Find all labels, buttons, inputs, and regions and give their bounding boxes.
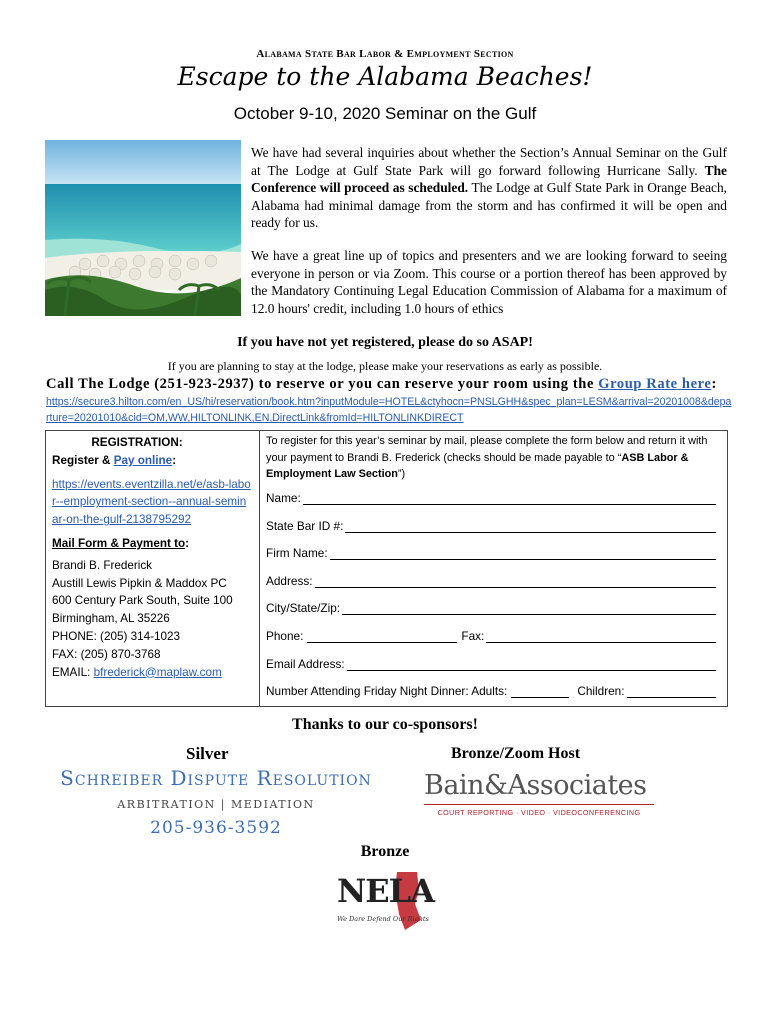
mail-email-link[interactable]: bfrederick@maplaw.com	[93, 665, 222, 679]
bronze-label: Bronze	[360, 843, 410, 860]
mail-email-label: EMAIL:	[52, 665, 91, 679]
register-line	[52, 452, 252, 470]
bronze-zoom-label: Bronze/Zoom Host	[451, 745, 581, 762]
register-label: Register &	[52, 453, 111, 467]
email-label: Email Address:	[266, 657, 345, 671]
phone-line[interactable]	[307, 630, 457, 643]
mail-fax: FAX: (205) 870-3768	[52, 647, 161, 661]
form-intro-end: ”)	[397, 468, 406, 480]
mail-colon: :	[185, 536, 190, 550]
bain-rule	[424, 804, 654, 805]
mail-email-line	[52, 664, 252, 682]
mail-firm: Austill Lewis Pipkin & Maddox PC	[52, 576, 227, 590]
eventzilla-link[interactable]: https://events.eventzilla.net/e/asb-labor--employment-section--annual-seminar-on-the-gulf-2138795292	[52, 477, 251, 527]
schreiber-logo: Schreiber Dispute Resolution	[60, 766, 372, 790]
mail-form-intro	[266, 433, 721, 483]
address-label: Address:	[266, 574, 313, 588]
name-label: Name:	[266, 491, 301, 505]
email-field[interactable]	[266, 657, 716, 671]
intro-paragraph-1	[251, 144, 727, 232]
city-state-zip-field[interactable]	[266, 601, 716, 615]
intro-text-1b: The Lodge at Gulf State Park in Orange Beach, Alabama had minimal damage from the storm and has confirmed it will be open and ready for us.	[251, 180, 728, 231]
intro-paragraph-2: We have a great line up of topics and presenters and we are looking forward to seeing everyone in person or via Zoom. This course or a portion thereof has been approved by the Mandatory Continuing Legal Education Commission of Alabama for a maximum of 12.0 hours' credit, including 1.0 hours of ethics	[251, 248, 727, 316]
address-field[interactable]	[266, 574, 716, 588]
city-state-zip-label: City/State/Zip:	[266, 601, 341, 615]
section-heading: Alabama State Bar Labor & Employment Section	[256, 48, 514, 60]
schreiber-tagline: ARBITRATION | MEDIATION	[117, 798, 315, 811]
registration-heading: REGISTRATION:	[91, 436, 183, 449]
registration-info	[52, 434, 252, 681]
registration-divider	[259, 430, 260, 706]
call-lodge-text: Call The Lodge (251-923-2937) to reserve or you can reserve your room using the	[46, 376, 595, 392]
fax-line[interactable]	[486, 630, 716, 643]
bain-name: Bain&Associates	[424, 770, 647, 801]
reservation-notice: If you are planning to stay at the lodge, please make your reservations as early as possible.	[167, 359, 603, 373]
email-line[interactable]	[347, 658, 716, 671]
register-colon: :	[172, 453, 177, 467]
adults-line[interactable]	[511, 685, 569, 698]
mail-phone: PHONE: (205) 314-1023	[52, 629, 180, 643]
hilton-reservation-link[interactable]: https://secure3.hilton.com/en_US/hi/reservation/book.htm?inputModule=HOTEL&ctyhocn=PNSLGHH&spec_plan=LESM&arrival=20201008&departure=20201010&cid=OM,WW,HILTONLINK,EN,DirectLink&fromId=HILTONLINKDIRECT	[46, 396, 732, 424]
mail-heading	[52, 535, 252, 553]
bain-tagline: COURT REPORTING · VIDEO · VIDEOCONFERENCING	[437, 808, 641, 817]
silver-label: Silver	[186, 744, 229, 763]
call-colon: :	[711, 376, 717, 392]
mail-street: 600 Century Park South, Suite 100	[52, 594, 233, 608]
intro-text-1a: We have had several inquiries about whether the Section’s Annual Seminar on the Gulf at The Lodge at Gulf State Park will go forward following Hurricane Sally.	[251, 145, 727, 178]
form-payee: ASB Labor & Employment Law Section	[266, 451, 689, 480]
nela-tagline: We Dare Defend Our Rights	[337, 915, 429, 923]
children-label: Children:	[577, 684, 625, 698]
firm-name-line[interactable]	[330, 547, 716, 560]
bar-id-line[interactable]	[345, 520, 716, 533]
beach-photo	[45, 140, 241, 316]
phone-fax-field[interactable]	[266, 629, 716, 643]
phone-label: Phone:	[266, 629, 304, 643]
mail-label: Mail Form & Payment to	[52, 536, 186, 550]
call-lodge-notice	[46, 376, 717, 393]
children-line[interactable]	[627, 685, 716, 698]
nela-name: NELA	[337, 872, 434, 910]
name-line[interactable]	[303, 492, 716, 505]
firm-name-label: Firm Name:	[266, 546, 328, 560]
intro-bold-notice: The Conference will proceed as scheduled.	[251, 162, 727, 196]
address-line[interactable]	[315, 575, 716, 588]
fax-label: Fax:	[461, 629, 485, 643]
mail-name: Brandi B. Frederick	[52, 558, 153, 572]
schreiber-phone: 205-936-3592	[150, 818, 282, 838]
page-subtitle: October 9-10, 2020 Seminar on the Gulf	[233, 104, 537, 123]
nela-logo	[335, 870, 433, 934]
mail-city: Birmingham, AL 35226	[52, 612, 170, 626]
sponsors-heading: Thanks to our co-sponsors!	[292, 716, 478, 733]
bar-id-field[interactable]	[266, 519, 716, 533]
page-title: Escape to the Alabama Beaches!	[177, 62, 593, 91]
name-field[interactable]	[266, 491, 716, 505]
register-asap-notice: If you have not yet registered, please do so ASAP!	[237, 335, 533, 350]
bar-id-label: State Bar ID #:	[266, 519, 344, 533]
attending-field[interactable]	[266, 684, 716, 698]
form-intro-text: To register for this year’s seminar by mail, please complete the form below and return it with your payment to Brandi B. Frederick (checks should be made payable to “	[266, 435, 708, 464]
city-state-zip-line[interactable]	[342, 602, 716, 615]
attending-label: Number Attending Friday Night Dinner: Adults:	[266, 684, 508, 698]
pay-online-link[interactable]: Pay online	[113, 453, 173, 467]
group-rate-link[interactable]: Group Rate here	[598, 376, 712, 392]
bain-associates-logo	[424, 770, 654, 817]
firm-name-field[interactable]	[266, 546, 716, 560]
